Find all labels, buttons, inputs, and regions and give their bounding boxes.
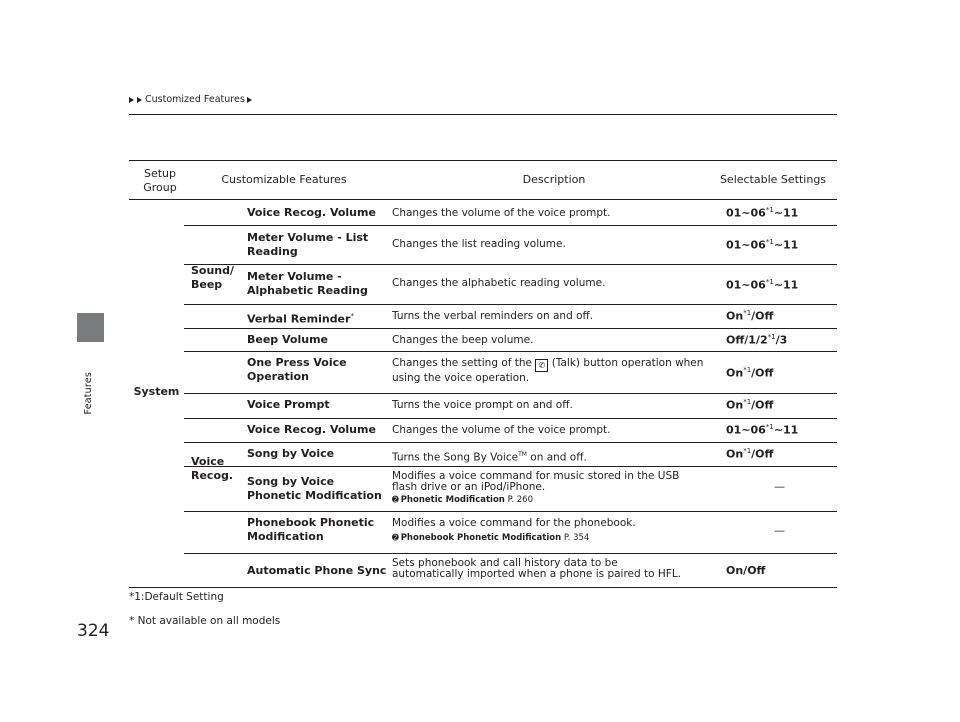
footnote-default: *1:Default Setting	[129, 591, 224, 603]
header-description: Description	[522, 173, 586, 186]
section-divider	[184, 351, 837, 352]
description-text: Changes the setting of the	[392, 357, 533, 369]
reference-arrow-icon: ➋	[392, 495, 399, 504]
feature-name: One Press Voice Operation	[247, 356, 347, 383]
feature-description: Changes the alphabetic reading volume.	[392, 277, 606, 289]
table-row	[184, 511, 837, 554]
table-row	[184, 553, 837, 587]
feature-setting: Off/1/2$^{*1}$/3	[726, 333, 788, 347]
feature-setting: On$^{*1}$/Off	[726, 447, 774, 461]
feature-description	[392, 448, 722, 465]
footnote-not-available: * Not available on all models	[129, 615, 281, 627]
table-row	[184, 328, 837, 352]
feature-setting: —	[774, 480, 785, 493]
feature-name: Voice Recog. Volume	[247, 206, 376, 219]
table-row	[184, 466, 837, 512]
table-row	[184, 304, 837, 329]
breadcrumb-arrow-icon	[137, 97, 142, 103]
breadcrumb-arrow-icon	[129, 97, 134, 103]
feature-setting: 01~06$^{*1}$~11	[726, 278, 799, 292]
feature-description	[392, 517, 722, 545]
table-header	[129, 160, 837, 200]
header-selectable-settings: Selectable Settings	[719, 173, 827, 186]
table-row	[184, 442, 837, 467]
breadcrumb	[129, 94, 253, 105]
cross-reference[interactable]	[392, 494, 692, 506]
feature-name: Beep Volume	[247, 333, 329, 346]
feature-setting: On/Off	[726, 564, 766, 577]
header-customizable-features: Customizable Features	[221, 173, 347, 186]
header-setup-group: Setup Group	[143, 167, 177, 194]
feature-description	[392, 471, 692, 506]
breadcrumb-item[interactable]: Customized Features	[145, 94, 245, 105]
feature-name: Verbal Reminder*	[247, 312, 354, 326]
feature-description: Sets phonebook and call history data to be automatically imported when a phone is paired to HFL.	[392, 557, 682, 580]
description-text: Modifies a voice command for the phonebook.	[392, 517, 636, 529]
description-text: Turns the Song By Voice	[392, 451, 519, 464]
table-row	[184, 393, 837, 419]
feature-name: Automatic Phone Sync	[247, 564, 387, 577]
feature-name: Song by Voice Phonetic Modification	[247, 475, 382, 502]
chapter-tab	[77, 313, 104, 342]
table-row	[184, 351, 837, 394]
feature-setting: On$^{*1}$/Off	[726, 309, 774, 323]
table-row	[184, 418, 837, 443]
reference-arrow-icon: ➋	[392, 533, 399, 542]
feature-setting: —	[774, 524, 785, 537]
feature-name: Song by Voice	[247, 447, 335, 460]
feature-name: Meter Volume - Alphabetic Reading	[247, 270, 368, 297]
section-sound-beep: Sound/ Beep	[191, 264, 235, 291]
feature-name: Voice Prompt	[247, 398, 330, 411]
feature-description	[392, 357, 722, 385]
feature-name: Voice Recog. Volume	[247, 423, 376, 436]
chapter-label: Features	[83, 372, 94, 415]
feature-name: Phonebook Phonetic Modification	[247, 516, 375, 543]
feature-setting: 01~06$^{*1}$~11	[726, 238, 799, 252]
reference-page: P. 354	[563, 533, 590, 543]
description-text: Modifies a voice command for music stored in the USB flash drive or an iPod/iPhone.	[392, 470, 680, 493]
page-number: 324	[77, 621, 110, 641]
feature-description: Changes the list reading volume.	[392, 238, 566, 250]
feature-description: Turns the voice prompt on and off.	[392, 399, 573, 411]
feature-description: Turns the verbal reminders on and off.	[392, 310, 594, 322]
feature-setting: On$^{*1}$/Off	[726, 398, 774, 412]
talk-button-icon: ✆	[535, 359, 548, 372]
table-row	[184, 200, 837, 226]
feature-setting: On$^{*1}$/Off	[726, 366, 774, 380]
reference-title[interactable]: Phonetic Modification	[400, 495, 505, 505]
feature-description: Changes the beep volume.	[392, 334, 534, 346]
feature-description: Changes the volume of the voice prompt.	[392, 207, 611, 219]
table-row	[184, 264, 837, 305]
description-text: on and off.	[526, 451, 587, 464]
trademark-mark: TM	[518, 451, 527, 458]
header-rule	[129, 114, 837, 115]
feature-setting: 01~06$^{*1}$~11	[726, 206, 799, 220]
table-body	[129, 200, 837, 588]
settings-table	[129, 160, 837, 588]
reference-title[interactable]: Phonebook Phonetic Modification	[400, 533, 562, 543]
setup-group-system: System	[133, 385, 180, 398]
breadcrumb-arrow-icon	[247, 97, 252, 103]
feature-setting: 01~06$^{*1}$~11	[726, 423, 799, 437]
feature-description: Changes the volume of the voice prompt.	[392, 424, 611, 436]
table-row	[184, 225, 837, 265]
feature-name: Meter Volume - List Reading	[247, 231, 369, 258]
cross-reference[interactable]	[392, 531, 722, 545]
reference-page: P. 260	[507, 495, 533, 505]
section-voice-recog: Voice Recog.	[191, 455, 234, 482]
description-text: (Talk) button operation when using the voice operation.	[392, 357, 704, 384]
